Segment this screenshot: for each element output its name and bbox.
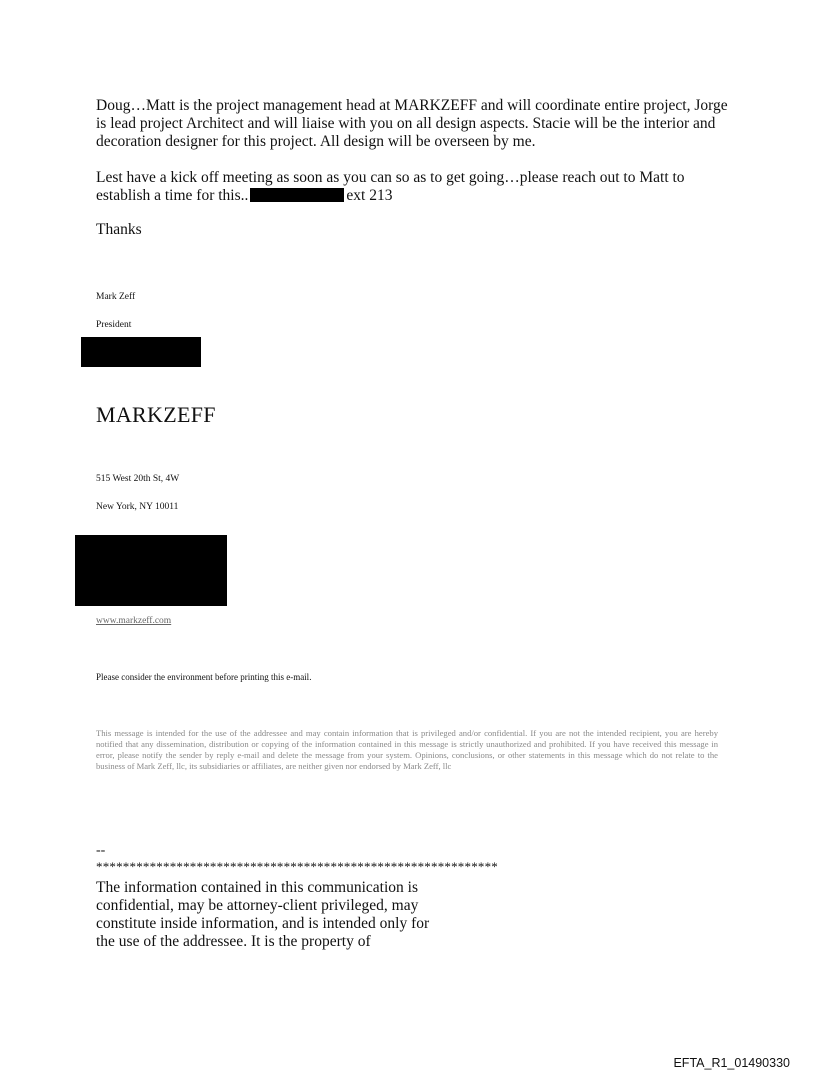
signature-title: President	[96, 320, 132, 330]
message-paragraph-2-text: Lest have a kick off meeting as soon as you can so as to get going…please reach out to Matt to establish a time for this..	[96, 169, 685, 204]
website-link[interactable]: www.markzeff.com	[96, 616, 172, 626]
signature-name: Mark Zeff	[96, 292, 136, 302]
redaction-block-2	[75, 535, 227, 606]
separator-stars: ************************************************************	[96, 859, 498, 874]
address-line-1: 515 West 20th St, 4W	[96, 474, 180, 484]
phone-extension: ext 213	[346, 187, 393, 204]
confidentiality-notice: The information contained in this communication is confidential, may be attorney-client privileged, may constitute inside information, and is intended only for the use of the addressee. It is the property of	[96, 879, 430, 950]
message-paragraph-2	[96, 169, 736, 205]
closing-text: Thanks	[96, 221, 142, 238]
separator-dashes: --	[96, 843, 106, 858]
message-paragraph-1: Doug…Matt is the project management head at MARKZEFF and will coordinate entire project, Jorge is lead project Architect and will liaise with you on all design aspects. Stacie will be the interior and decoration designer for this project. All design will be overseen by me.	[96, 97, 728, 150]
company-name: MARKZEFF	[96, 402, 216, 427]
address-line-2: New York, NY 10011	[96, 502, 179, 512]
redaction-block-1	[81, 337, 201, 367]
legal-disclaimer: This message is intended for the use of the addressee and may contain information that is privileged and/or confidential. If you are not the intended recipient, you are hereby notified that any dissemination, distribution or copying of the information contained in this message is strictly unauthorized and prohibited. If you have received this message in error, please notify the sender by reply e-mail and delete the message from your system. Opinions, conclusions, or other statements in this message which do not relate to the business of Mark Zeff, llc, its subsidiaries or affiliates, are neither given nor endorsed by Mark Zeff, llc	[96, 728, 718, 771]
page-id: EFTA_R1_01490330	[673, 1056, 790, 1070]
redaction-phone	[250, 188, 344, 202]
environment-note: Please consider the environment before printing this e-mail.	[96, 672, 312, 682]
